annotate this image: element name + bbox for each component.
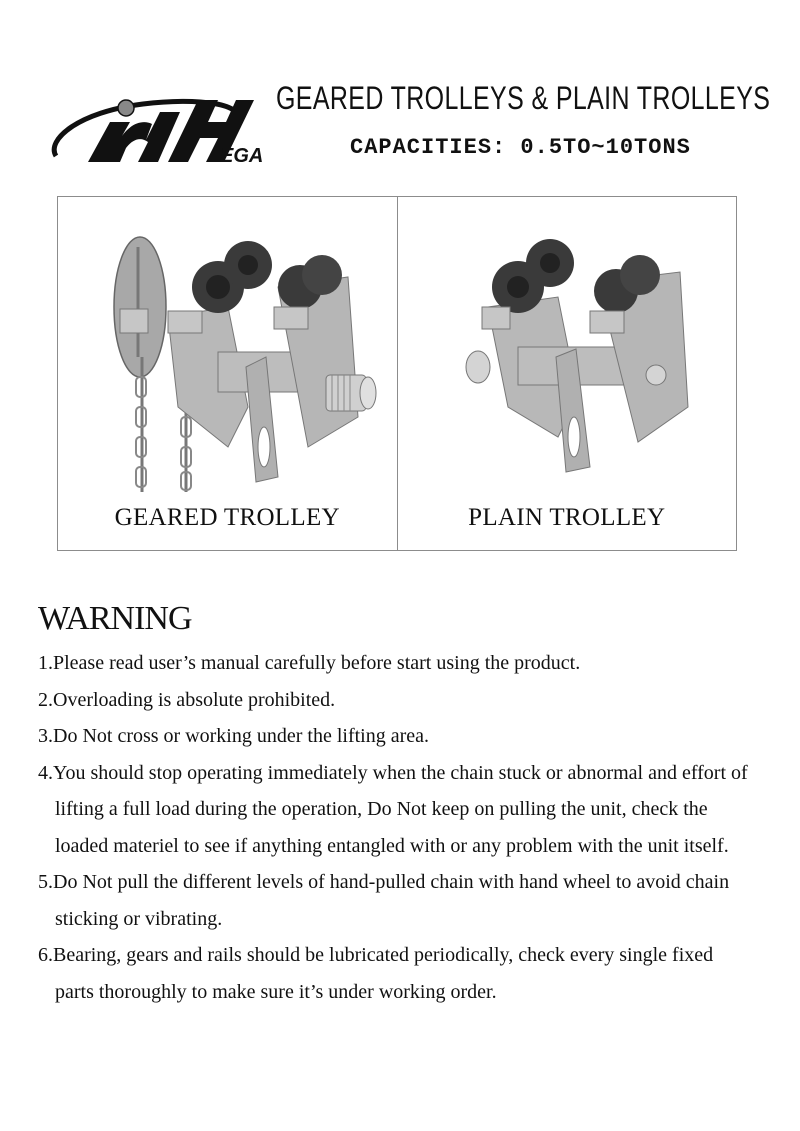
- warning-item: 3.Do Not cross or working under the lifting area.: [38, 725, 430, 747]
- plain-trolley-caption: PLAIN TROLLEY: [468, 504, 666, 531]
- geared-trolley-image: [78, 207, 388, 497]
- geared-trolley-caption: GEARED TROLLEY: [114, 504, 340, 531]
- svg-text:EGA: EGA: [220, 145, 264, 167]
- geared-trolley-cell: [58, 197, 397, 550]
- warning-list: [38, 645, 778, 1010]
- mega-logo: [48, 82, 270, 168]
- warning-item: 6.Bearing, gears and rails should be lubricated periodically, check every single fixed parts thoroughly to make sure it’s under working order.: [38, 944, 714, 1003]
- page-title: GEARED TROLLEYS & PLAIN TROLLEYS: [276, 80, 771, 116]
- capacity-subtitle: CAPACITIES: 0.5TO~10TONS: [350, 135, 691, 160]
- product-comparison-table: [57, 196, 737, 551]
- plain-trolley-image: [418, 207, 708, 497]
- plain-trolley-cell: [397, 197, 737, 550]
- warning-item: 4.You should stop operating immediately when the chain stuck or abnormal and effort of lifting a full load during the operation, Do Not keep on pulling the unit, check the loaded materiel to see if anything entangled with or any problem with the unit itself.: [38, 761, 748, 857]
- warning-item: 2.Overloading is absolute prohibited.: [38, 688, 336, 711]
- warning-item: 1.Please read user’s manual carefully before start using the product.: [38, 652, 581, 674]
- warning-item: 5.Do Not pull the different levels of hand-pulled chain with hand wheel to avoid chain sticking or vibrating.: [38, 871, 730, 930]
- warning-heading: WARNING: [38, 600, 192, 637]
